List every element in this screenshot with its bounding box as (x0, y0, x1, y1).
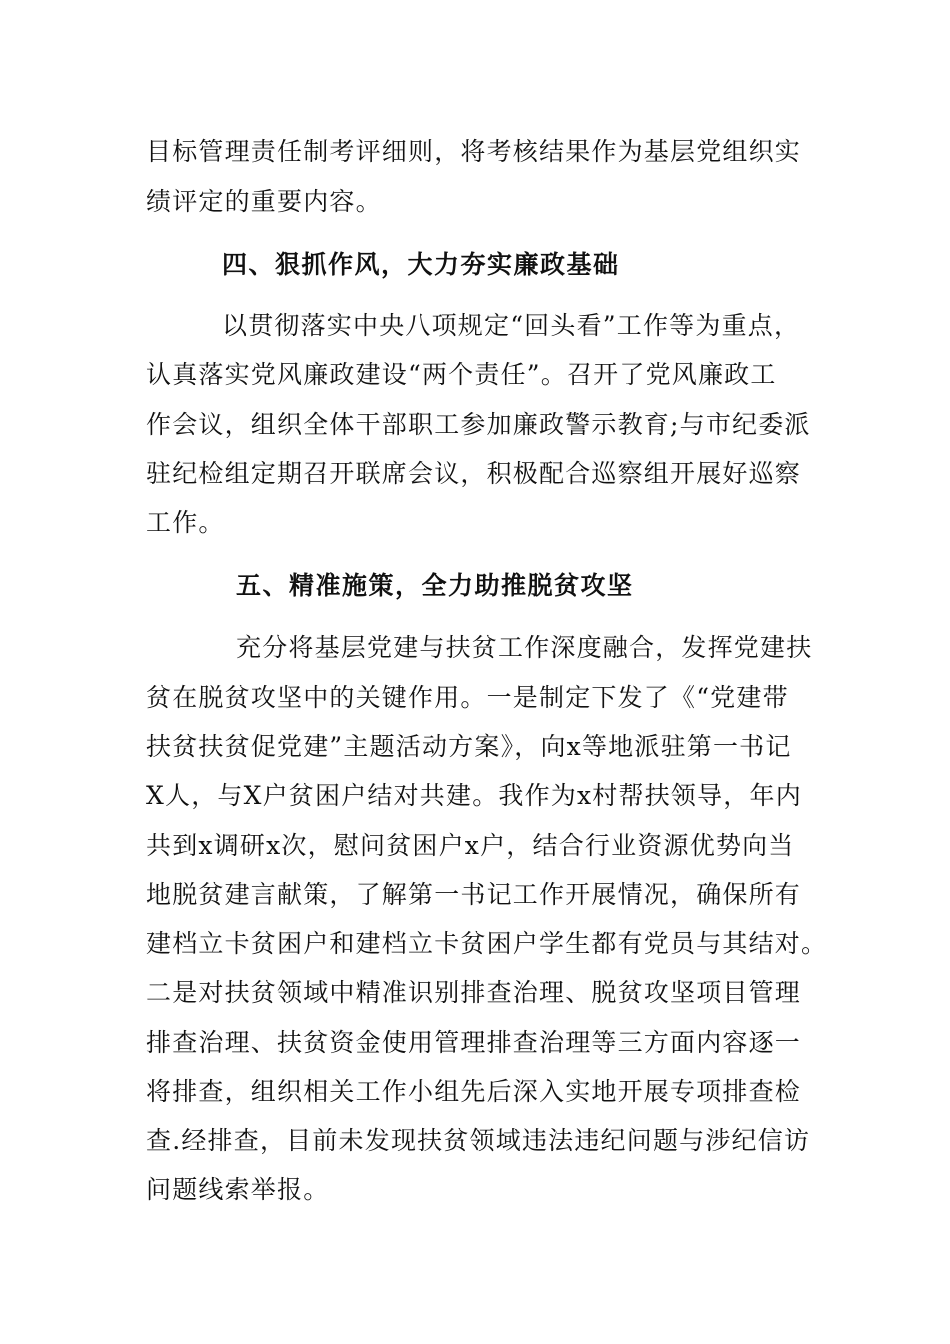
paragraph-line: 扶贫扶贫促党建”主题活动方案》，向x等地派驻第一书记 (146, 732, 792, 761)
paragraph-line: 认真落实党风廉政建设“两个责任”。召开了党风廉政工 (146, 360, 777, 389)
paragraph-line: 查.经排查，目前未发现扶贫领域违法违纪问题与涉纪信访 (146, 1126, 811, 1155)
section-heading-4: 四、狠抓作风，大力夯实廉政基础 (222, 250, 620, 279)
paragraph-line: 作会议，组织全体干部职工参加廉政警示教育;与市纪委派 (146, 410, 811, 439)
paragraph-line: 驻纪检组定期召开联席会议，积极配合巡察组开展好巡察 (146, 459, 802, 488)
section-heading-5: 五、精准施策，全力助推脱贫攻坚 (236, 571, 634, 600)
paragraph-line: 工作。 (146, 508, 225, 537)
paragraph-line: 充分将基层党建与扶贫工作深度融合，发挥党建扶 (236, 633, 813, 662)
paragraph-line: 绩评定的重要内容。 (146, 187, 382, 216)
paragraph-line: 贫在脱贫攻坚中的关键作用。一是制定下发了《“党建带 (146, 683, 789, 712)
paragraph-line: 排查治理、扶贫资金使用管理排查治理等三方面内容逐一 (146, 1028, 802, 1057)
paragraph-line: 目标管理责任制考评细则，将考核结果作为基层党组织实 (146, 137, 802, 166)
paragraph-line: 将排查，组织相关工作小组先后深入实地开展专项排查检 (146, 1077, 802, 1106)
paragraph-line: 建档立卡贫困户和建档立卡贫困户学生都有党员与其结对。 (146, 929, 828, 958)
paragraph-line: 地脱贫建言献策，了解第一书记工作开展情况，确保所有 (146, 880, 802, 909)
paragraph-line: 问题线索举报。 (146, 1175, 330, 1204)
paragraph-line: 共到x调研x次，慰问贫困户x户，结合行业资源优势向当 (146, 831, 795, 860)
paragraph-line: 二是对扶贫领域中精准识别排查治理、脱贫攻坚项目管理 (146, 978, 802, 1007)
paragraph-line: 以贯彻落实中央八项规定“回头看”工作等为重点， (222, 311, 801, 340)
paragraph-line: X人，与X户贫困户结对共建。我作为x村帮扶领导，年内 (146, 781, 802, 810)
